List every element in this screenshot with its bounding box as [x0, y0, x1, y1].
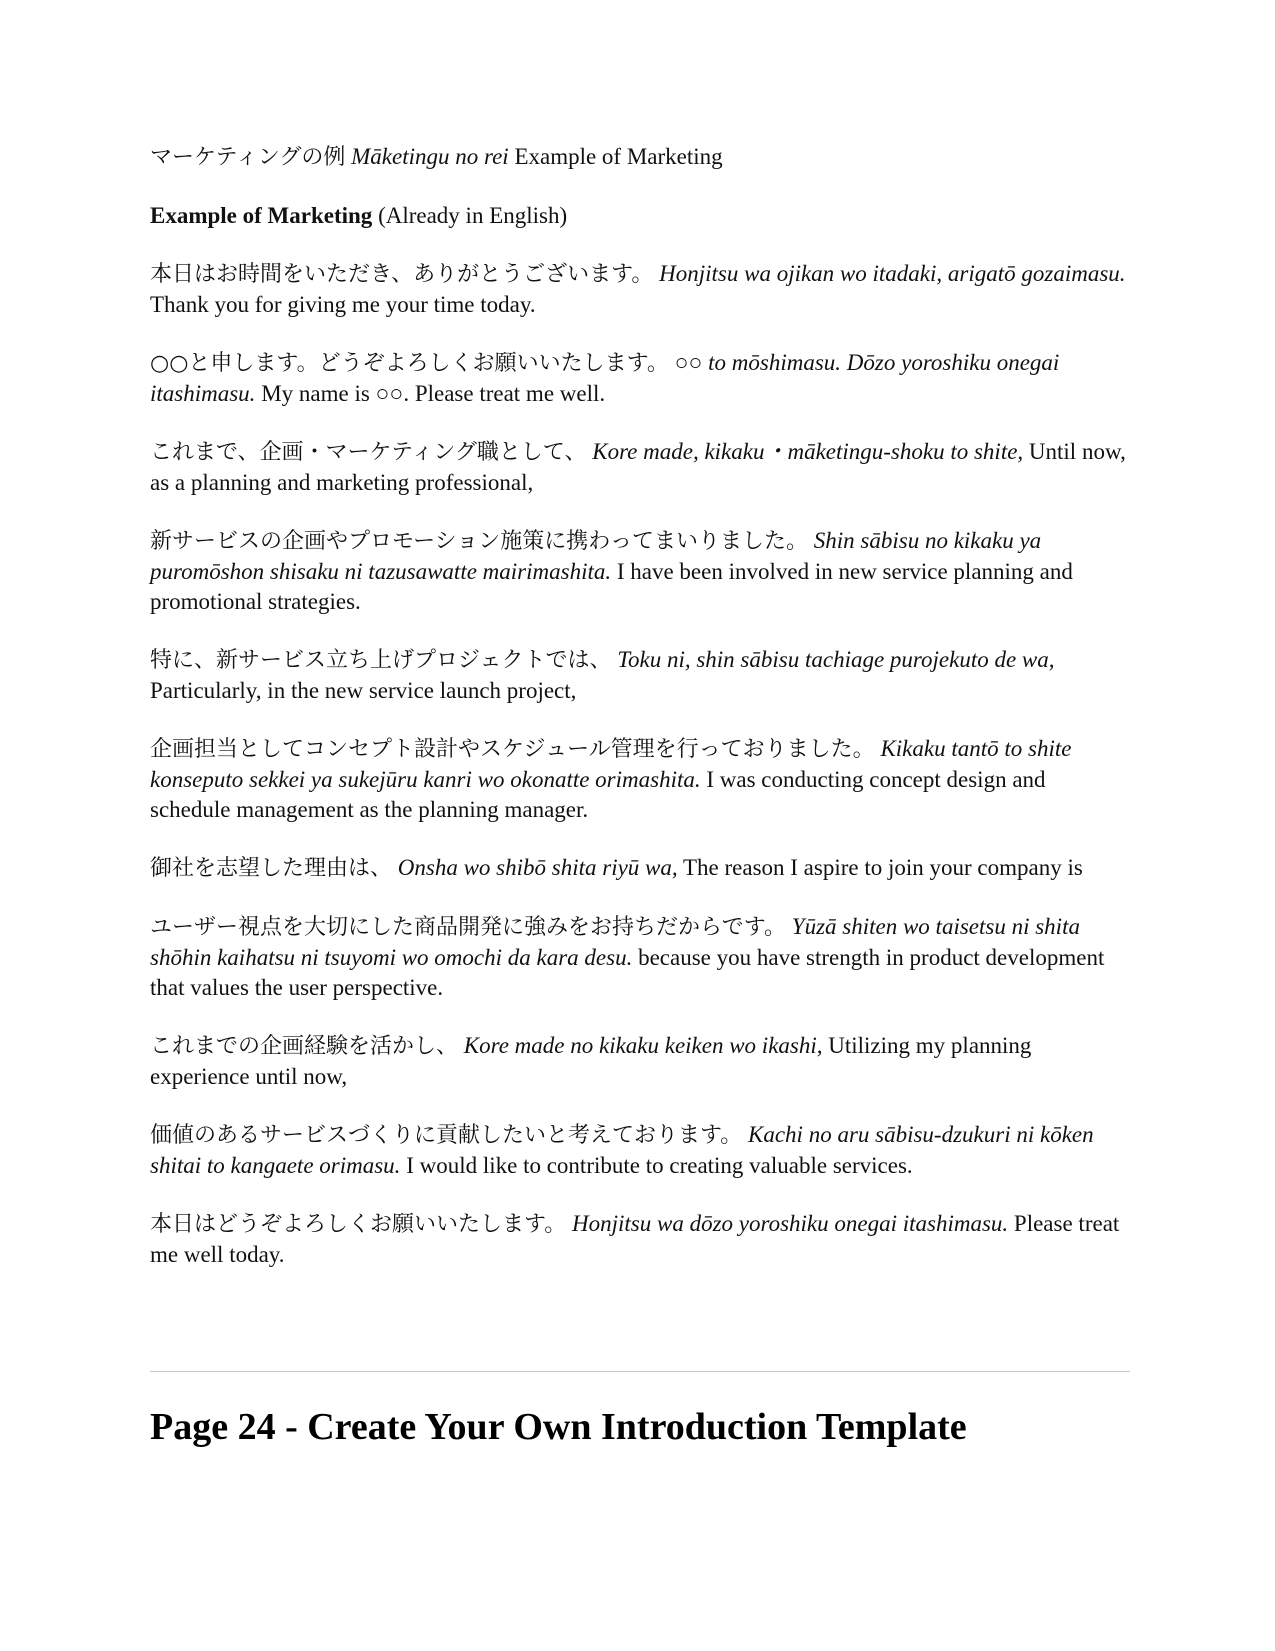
sentence-english: Particularly, in the new service launch project,: [150, 678, 577, 703]
sentence-japanese: 企画担当としてコンセプト設計やスケジュール管理を行っておりました。: [150, 737, 875, 762]
document-body: [150, 142, 1130, 1298]
sentence-romaji: Onsha wo shibō shita riyū wa,: [397, 855, 678, 880]
sentence-english: Until now, as a planning and marketing professional,: [150, 439, 1126, 495]
intro-japanese: マーケティングの例: [150, 145, 346, 170]
sentence-romaji: Yūzā shiten wo taisetsu ni shita shōhin kaihatsu ni tsuyomi wo omochi da kara desu.: [150, 914, 1080, 970]
sentence-english: Thank you for giving me your time today.: [150, 292, 536, 317]
sentence-paragraph: [150, 1209, 1130, 1270]
sentence-paragraph: [150, 734, 1130, 825]
sentence-english: I have been involved in new service planning and promotional strategies.: [150, 559, 1073, 614]
sentence-japanese: これまで、企画・マーケティング職として、: [150, 440, 587, 465]
intro-romaji: Māketingu no rei: [351, 144, 509, 169]
sentence-japanese: ○○と申します。どうぞよろしくお願いいたします。: [150, 351, 669, 376]
sentence-paragraph: [150, 437, 1130, 498]
horizontal-divider: [150, 1371, 1130, 1372]
sentence-english: The reason I aspire to join your company is: [682, 855, 1083, 880]
subheading-title: Example of Marketing: [150, 203, 373, 228]
sentence-japanese: ユーザー視点を大切にした商品開発に強みをお持ちだからです。: [150, 915, 787, 940]
sentence-romaji: Shin sābisu no kikaku ya puromōshon shisaku ni tazusawatte mairimashita.: [150, 528, 1042, 584]
sentence-paragraph: [150, 348, 1130, 409]
intro-english: Example of Marketing: [514, 144, 723, 169]
sentence-romaji: Toku ni, shin sābisu tachiage purojekuto de wa,: [617, 647, 1055, 672]
sentence-romaji: Honjitsu wa dōzo yoroshiku onegai itashimasu.: [572, 1211, 1009, 1236]
subheading-line: [150, 201, 1130, 231]
sentence-japanese: 価値のあるサービスづくりに貢献したいと考えております。: [150, 1123, 743, 1148]
sentence-paragraph: [150, 853, 1130, 884]
sentence-japanese: 特に、新サービス立ち上げプロジェクトでは、: [150, 648, 612, 673]
sentence-paragraph: [150, 1120, 1130, 1181]
sentence-paragraph: [150, 1031, 1130, 1092]
sentence-romaji: Kore made no kikaku keiken wo ikashi,: [463, 1033, 823, 1058]
subheading-note: (Already in English): [378, 203, 568, 228]
sentence-romaji: Kikaku tantō to shite konseputo sekkei ya sukejūru kanri wo okonatte orimashita.: [150, 736, 1072, 792]
sentence-japanese: これまでの企画経験を活かし、: [150, 1034, 459, 1059]
sentence-english: I would like to contribute to creating valuable services.: [406, 1153, 913, 1178]
sentence-english: My name is ○○. Please treat me well.: [261, 381, 606, 406]
sentence-paragraph: [150, 526, 1130, 617]
sentence-english: Please treat me well today.: [150, 1211, 1120, 1267]
sentence-romaji: Honjitsu wa ojikan wo itadaki, arigatō gozaimasu.: [659, 261, 1126, 286]
sentence-english: Utilizing my planning experience until now,: [150, 1033, 1032, 1089]
sentence-japanese: 本日はどうぞよろしくお願いいたします。: [150, 1212, 567, 1237]
sentence-japanese: 新サービスの企画やプロモーション施策に携わってまいりました。: [150, 529, 809, 554]
sentence-paragraph: [150, 912, 1130, 1003]
sentence-romaji: Kore made, kikaku・māketingu-shoku to shite,: [592, 439, 1024, 464]
sentence-paragraph: [150, 645, 1130, 706]
sentence-paragraph: [150, 259, 1130, 320]
sentence-english: because you have strength in product development that values the user perspective.: [150, 945, 1105, 1000]
sentence-english: I was conducting concept design and schedule management as the planning manager.: [150, 767, 1046, 822]
intro-line: [150, 142, 1130, 173]
sentence-japanese: 御社を志望した理由は、: [150, 856, 393, 881]
sentence-romaji: ○○ to mōshimasu. Dōzo yoroshiku onegai itashimasu.: [150, 350, 1060, 406]
page-heading: Page 24 - Create Your Own Introduction Template: [150, 1406, 967, 1448]
sentence-japanese: 本日はお時間をいただき、ありがとうございます。: [150, 262, 654, 287]
sentence-romaji: Kachi no aru sābisu-dzukuri ni kōken shitai to kangaete orimasu.: [150, 1122, 1094, 1178]
